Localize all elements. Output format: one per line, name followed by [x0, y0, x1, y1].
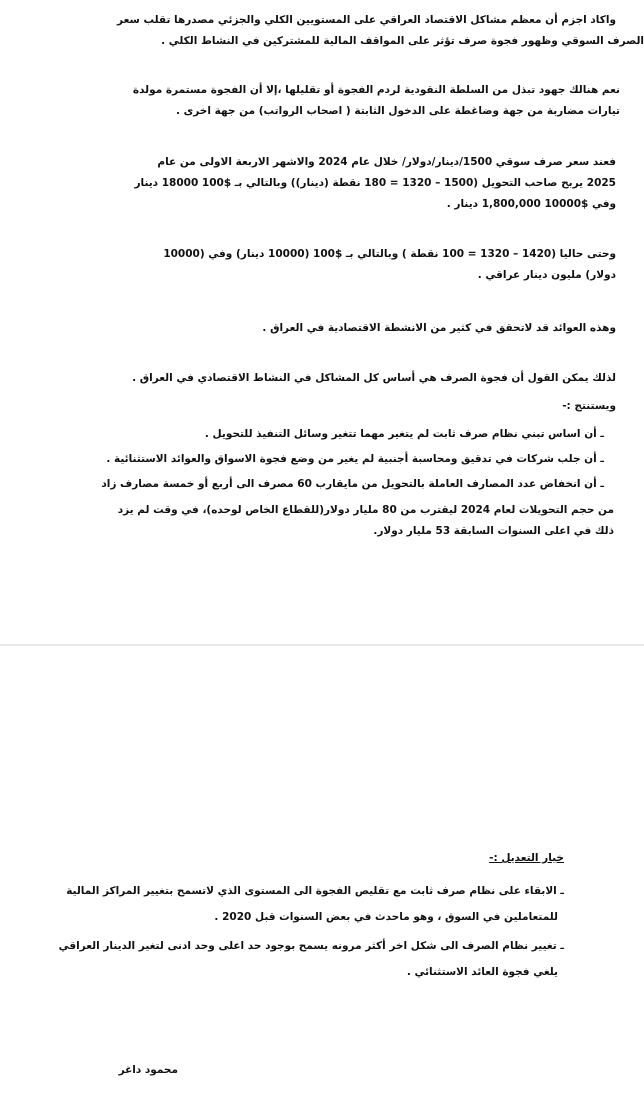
- list-item: ـ أن اساس تبني نظام صرف ثابت لم يتغير مهما تتغير وسائل التنفيذ للتحويل .: [204, 428, 604, 440]
- signature-text: محمود داغر: [118, 1064, 178, 1076]
- option-flexible-rate: [0, 933, 644, 985]
- list-item: ـ تغيير نظام الصرف الى شكل اخر أكثر مرونه يسمح بوجود حد اعلى وحد ادنى لتغير الدينار العراقي: [58, 940, 564, 952]
- paragraph-current-rate-example: [0, 244, 644, 286]
- text-line: نعم هنالك جهود تبذل من السلطة النقودية لردم الفجوة أو تقليلها ،إلا أن الفجوة مستمرة مولدة: [132, 84, 620, 96]
- list-item: ـ أن انخفاض عدد المصارف العاملة بالتحويل من مايقارب 60 مصرف الى أربع أو خمسة مصارف زاد: [101, 478, 604, 490]
- heading-text: ويستنتج :-: [562, 400, 616, 412]
- list-item: ـ الابقاء على نظام صرف ثابت مع تقليص الفجوة الى المستوى الذي لاتسمح بتغيير المراكز المالية: [66, 885, 564, 897]
- heading-text: خيار التعديل :-: [489, 852, 564, 864]
- paragraph-monetary-efforts: [0, 80, 644, 122]
- paragraph-market-rate-example: [0, 152, 644, 215]
- text-line: دولار) مليون دينار عراقي .: [477, 269, 616, 281]
- text-line: لذلك يمكن القول أن فجوة الصرف هي أساس كل المشاكل في النشاط الاقتصادي في العراق .: [132, 372, 616, 384]
- text-line: وفي $10000 1,800,000 دينار .: [446, 198, 616, 210]
- paragraph-gap-basis: [0, 368, 644, 389]
- text-line: وهذه العوائد قد لاتحقق في كثير من الانشطة الاقتصادية في العراق .: [262, 322, 616, 334]
- option-fixed-rate: [0, 878, 644, 930]
- list-item: ـ أن جلب شركات في تدقيق ومحاسبة أجنبية لم يغير من وضع فجوة الاسواق والعوائد الاستثنائية .: [106, 453, 604, 465]
- conclusion-heading: [0, 396, 644, 417]
- text-line: واكاد اجزم أن معظم مشاكل الاقتصاد العراقي على المستويين الكلي والجزئي مصدرها تقلب سعر: [117, 14, 616, 26]
- text-line: تيارات مضاربة من جهة وضاغطة على الدخول الثابتة ( اصحاب الرواتب) من جهة اخرى .: [176, 105, 620, 117]
- options-heading: [0, 848, 644, 869]
- text-line: وحتى حاليا (1420 – 1320 = 100 نقطة ) وبالتالي بـ $100 (10000 دينار) وفي (10000: [163, 248, 616, 260]
- document-page-2: [0, 648, 644, 1100]
- paragraph-exchange-rate-problem: [0, 10, 644, 52]
- text-line: 2025 يربح صاحب التحويل (1500 – 1320 = 180 نقطة (دينار)) وبالتالي بـ $100 18000 دينار: [134, 177, 616, 189]
- paragraph-returns: [0, 318, 644, 339]
- paragraph-transfers-volume: [0, 500, 644, 542]
- author-signature: [0, 1060, 644, 1081]
- text-line: الصرف السوقي وظهور فجوة صرف تؤثر على المواقف المالية للمشتركين في النشاط الكلي .: [161, 35, 644, 47]
- conclusion-list: [0, 422, 644, 497]
- list-item: للمتعاملين في السوق ، وهو ماحدث في بعض السنوات قبل 2020 .: [214, 911, 558, 923]
- list-item: يلغي فجوة العائد الاستثنائي .: [406, 966, 558, 978]
- text-line: من حجم التحويلات لعام 2024 ليقترب من 80 مليار دولار(للقطاع الخاص لوحده)، في وقت لم يزد: [117, 504, 614, 516]
- page-separator: [0, 644, 644, 646]
- text-line: ذلك في اعلى السنوات السابقة 53 مليار دولار.: [373, 525, 614, 537]
- text-line: فعند سعر صرف سوقي 1500/دينار/دولار/ خلال عام 2024 والاشهر الاربعة الاولى من عام: [157, 156, 616, 168]
